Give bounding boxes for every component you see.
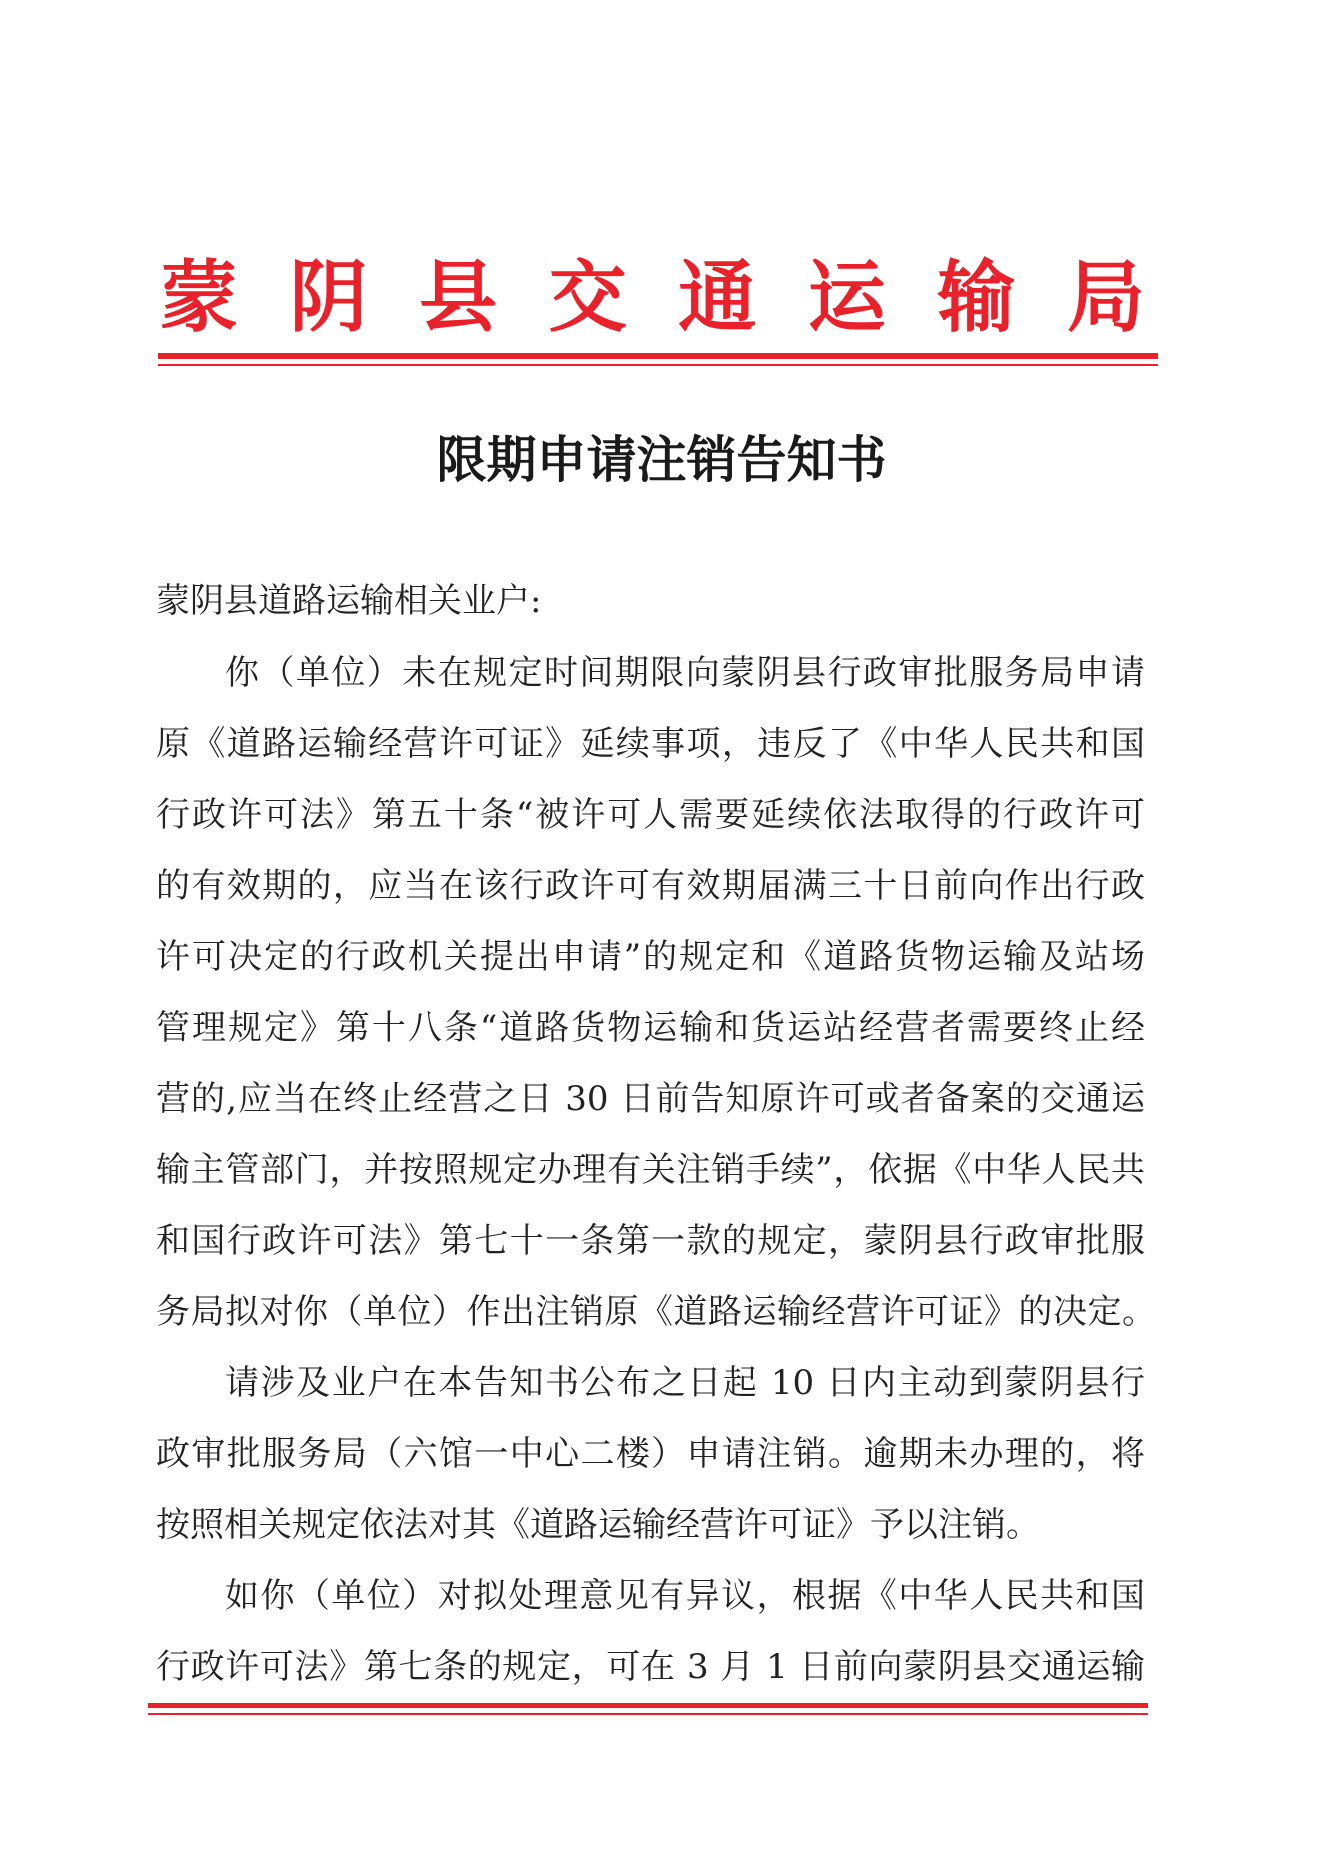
org-char: 阴 (289, 252, 368, 343)
body-line: 和国行政许可法》第七十一条第一款的规定，蒙阴县行政审批服 (156, 1221, 1145, 1261)
document-title: 限期申请注销告知书 (436, 430, 887, 489)
org-char: 输 (937, 252, 1016, 343)
org-char: 局 (1066, 252, 1145, 343)
body-line: 管理规定》第十八条“道路货物运输和货运站经营者需要终止经 (156, 1008, 1145, 1048)
body-line: 你（单位）未在规定时间期限向蒙阴县行政审批服务局申请 (225, 653, 1145, 693)
org-char: 交 (548, 252, 627, 343)
body-line: 如你（单位）对拟处理意见有异议，根据《中华人民共和国 (225, 1576, 1145, 1616)
body-line: 原《道路运输经营许可证》延续事项，违反了《中华人民共和国 (156, 724, 1145, 764)
body-line: 输主管部门，并按照规定办理有关注销手续”，依据《中华人民共 (156, 1150, 1145, 1190)
letterhead-org-name (160, 248, 1145, 348)
footer-divider-thick (148, 1703, 1148, 1708)
body-line: 政审批服务局（六馆一中心二楼）申请注销。逾期未办理的，将 (156, 1434, 1145, 1474)
org-char: 蒙 (160, 252, 239, 343)
body-line: 按照相关规定依法对其《道路运输经营许可证》予以注销。 (156, 1505, 1040, 1545)
body-line: 务局拟对你（单位）作出注销原《道路运输经营许可证》的决定。 (156, 1292, 1156, 1332)
body-line: 行政许可法》第五十条“被许可人需要延续依法取得的行政许可 (156, 795, 1145, 835)
body-line: 的有效期的，应当在该行政许可有效期届满三十日前向作出行政 (156, 866, 1145, 906)
body-line: 请涉及业户在本告知书公布之日起 10 日内主动到蒙阴县行 (225, 1363, 1145, 1403)
body-line: 行政许可法》第七条的规定，可在 3 月 1 日前向蒙阴县交通运输 (156, 1647, 1145, 1687)
org-char: 县 (419, 252, 498, 343)
org-char: 通 (678, 252, 757, 343)
body-line: 许可决定的行政机关提出申请”的规定和《道路货物运输及站场 (156, 937, 1145, 977)
body-line: 营的,应当在终止经营之日 30 日前告知原许可或者备案的交通运 (156, 1079, 1145, 1119)
letterhead-divider-thick (158, 353, 1158, 359)
salutation: 蒙阴县道路运输相关业户: (156, 581, 542, 621)
org-char: 运 (807, 252, 886, 343)
letterhead-divider-thin (158, 364, 1158, 366)
footer-divider-thin (148, 1713, 1148, 1715)
